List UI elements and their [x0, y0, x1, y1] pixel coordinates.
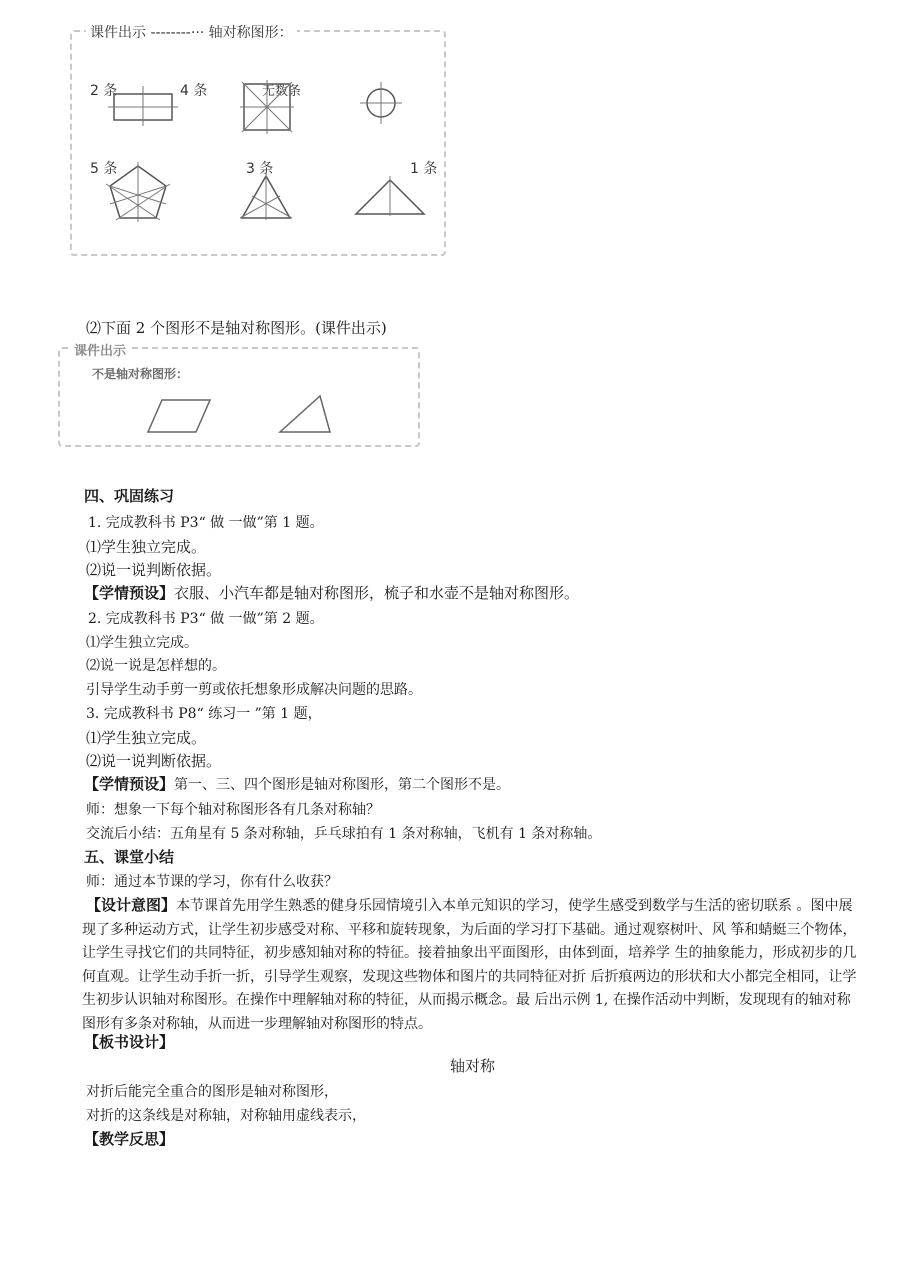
s4-line-4	[84, 582, 579, 603]
pentagon-5-axes-shape	[104, 160, 172, 224]
s4-line-9: 3. 完成教科书 P8“ 练习一 ”第 1 题，	[86, 706, 322, 722]
s4-line-13: 师：想象一下每个轴对称图形各有几条对称轴？	[86, 802, 380, 818]
label-1-axis: 1 条	[410, 161, 438, 177]
design-intent-paragraph	[82, 894, 862, 1036]
square-4-axes-shape	[240, 80, 294, 134]
s4-line-1: 1. 完成教科书 P3“ 做 一做”第 1 题。	[88, 515, 324, 531]
s4-line-11: ⑵说一说判断依据。	[86, 752, 222, 770]
s4-line-7: ⑵说一说是怎样想的。	[86, 658, 226, 674]
section4-heading: 四、巩固练习	[84, 487, 175, 505]
label-2-axes: 2 条	[90, 83, 118, 99]
figure2-subtitle: 不是轴对称图形：	[92, 367, 189, 381]
s4-line-12	[84, 773, 510, 794]
s4-line-6: ⑴学生独立完成。	[86, 635, 198, 651]
label-5-axes: 5 条	[90, 161, 118, 177]
label-infinite-axes: 无数条	[262, 84, 302, 99]
figure-non-symmetric-box	[58, 347, 420, 447]
s4-line-2: ⑴学生独立完成。	[86, 538, 207, 556]
s4-line-14: 交流后小结：五角星有 5 条对称轴，乒乓球拍有 1 条对称轴，飞机有 1 条对称轴。	[86, 826, 602, 842]
figure2-tag: 课件出示	[70, 340, 130, 359]
preset-text-1: 衣服、小汽车都是轴对称图形，梳子和水壶不是轴对称图形。	[174, 584, 580, 602]
board-heading: 【板书设计】	[84, 1033, 175, 1051]
board-title: 轴对称	[450, 1057, 496, 1075]
rectangle-2-axes-shape	[108, 84, 178, 128]
q2-line: ⑵下面 2 个图形不是轴对称图形。(课件出示)	[86, 319, 387, 337]
s5-question: 师：通过本节课的学习，你有什么收获？	[86, 874, 338, 890]
label-4-axes: 4 条	[180, 83, 208, 99]
preset-label-2: 【学情预设】	[84, 775, 175, 793]
preset-label-1: 【学情预设】	[84, 584, 175, 602]
board-line-2: 对折的这条线是对称轴，对称轴用虚线表示，	[86, 1108, 366, 1124]
reflection-heading: 【教学反思】	[84, 1130, 175, 1148]
parallelogram-shape	[144, 396, 214, 436]
design-intent-text: 本节课首先用学生熟悉的健身乐园情境引入本单元知识的学习，使学生感受到数学与生活的密切联系 。图中展现了多种运动方式，让学生初步感受对称、平移和旋转现象，为后面的学习打下基础。通过观察树叶、风 筝和蜻蜓三个物体，让学生寻找它们的共同特征，初步感知轴对称的特征。接着抽象出平面图形，由体到面，培养学 生的抽象能力，形成初步的几何直观。让学生动手折一折，引导学生观察，发现这些物体和图片的共同特征对折 后折痕两边的形状和大小都完全相同，让学生初步认识轴对称图形。在操作中理解轴对称的特征，从而揭示概念。最 后出示例 1, 在操作活动中判断，发现现有的轴对称图形有多条对称轴，从而进一步理解轴对称图形的特点。	[82, 898, 857, 1032]
s4-line-10: ⑴学生独立完成。	[86, 729, 207, 747]
isosceles-triangle-1-axis-shape	[352, 176, 428, 218]
s4-line-5: 2. 完成教科书 P3“ 做 一做”第 2 题。	[88, 611, 324, 627]
design-intent-label: 【设计意图】	[86, 896, 177, 914]
triangle-3-axes-shape	[238, 172, 294, 222]
board-line-1: 对折后能完全重合的图形是轴对称图形，	[86, 1084, 338, 1100]
preset-text-2: 第一、三、四个图形是轴对称图形，第二个图形不是。	[174, 777, 511, 793]
label-3-axes: 3 条	[246, 161, 274, 177]
s4-line-8: 引导学生动手剪一剪或依托想象形成解决问题的思路。	[86, 682, 422, 698]
figure1-caption: 课件出示 --------··· 轴对称图形：	[86, 22, 297, 42]
scalene-triangle-shape	[276, 392, 336, 436]
circle-infinite-axes-shape	[358, 80, 404, 126]
s4-line-3: ⑵说一说判断依据。	[86, 561, 222, 579]
section5-heading: 五、课堂小结	[84, 848, 175, 866]
